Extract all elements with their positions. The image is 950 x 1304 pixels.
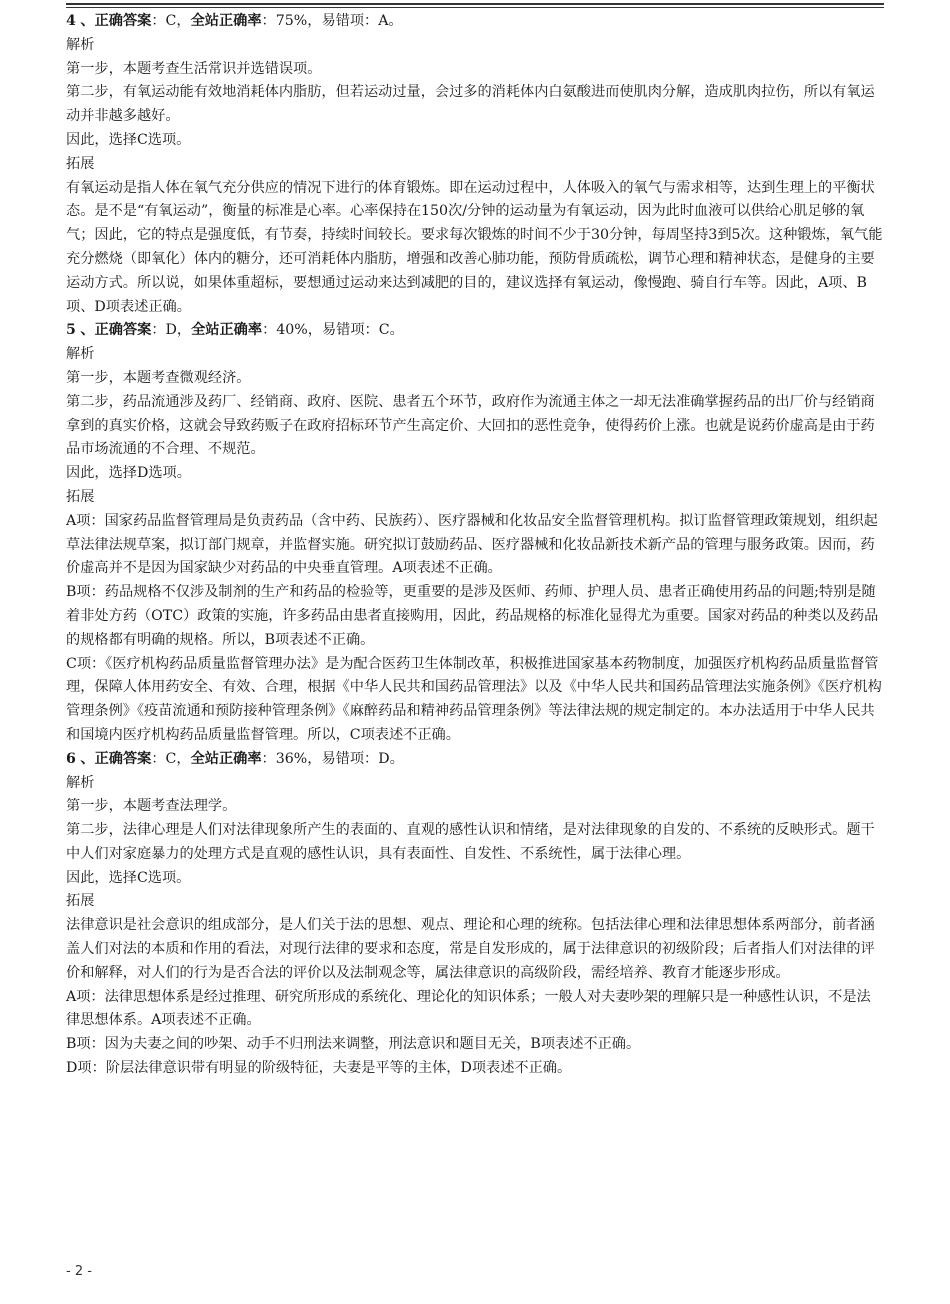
page-number: - 2 -: [66, 1264, 92, 1279]
step-two: 第二步，药品流通涉及药厂、经销商、政府、医院、患者五个环节，政府作为流通主体之一却无法准确掌握药品的出厂价与经销商拿到的真实价格，这就会导致药贩子在政府招标环节产生高定价、大回扣的恶性竞争，使得药价上涨。也就是说药价虚高是由于药品市场流通的不合理、不规范。: [66, 393, 875, 458]
analysis-heading: 解析: [66, 36, 95, 53]
step-one: 第一步，本题考查生活常识并选错误项。: [66, 60, 322, 77]
answer-label: 、正确答案: [80, 322, 152, 339]
analysis-heading: 解析: [66, 774, 95, 791]
extension-paragraph: 法律意识是社会意识的组成部分，是人们关于法的思想、观点、理论和心理的统称。包括法律心理和法律思想体系两部分，前者涵盖人们对法的本质和作用的看法，对现行法律的要求和态度，常是自发形成的，属于法律意识的初级阶段；后者指人们对法律的评价和解释，对人们的行为是否合法的评价以及法制观念等，属法律意识的高级阶段，需经培养、教育才能逐步形成。: [66, 917, 875, 981]
extension-paragraph: A项：国家药品监督管理局是负责药品（含中药、民族药）、医疗器械和化妆品安全监督管理机构。拟订监督管理政策规划，组织起草法律法规草案，拟订部门规章，并监督实施。研究拟订鼓励药品、医疗器械和化妆品新技术新产品的管理与服务政策。因而，药价虚高并不是因为国家缺少对药品的中央垂直管理。A项表述不正确。: [66, 512, 878, 577]
question-block-4: [66, 10, 884, 319]
question-number: 5: [66, 322, 76, 339]
answer-line: [66, 10, 884, 34]
extension-paragraph: B项：因为夫妻之间的吵架、动手不归刑法来调整，刑法意识和题目无关，B项表述不正确。: [66, 1036, 641, 1053]
extension-paragraph: 有氧运动是指人体在氧气充分供应的情况下进行的体育锻炼。即在运动过程中，人体吸入的氧气与需求相等，达到生理上的平衡状态。是不是“有氧运动”，衡量的标准是心率。心率保持在150次/分钟的运动量为有氧运动，因为此时血液可以供给心肌足够的氧气；因此，它的特点是强度低，有节奏，持续时间较长。要求每次锻炼的时间不少于30分钟，每周坚持3到5次。这种锻炼，氧气能充分燃烧（即氧化）体内的糖分，还可消耗体内脂肪，增强和改善心肺功能，预防骨质疏松，调节心理和精神状态，是健身的主要运动方式。所以说，如果体重超标，要想通过运动来达到减肥的目的，建议选择有氧运动，像慢跑、骑自行车等。因此，A项、B项、D项表述正确。: [66, 179, 883, 315]
rate-label: 全站正确率: [191, 322, 263, 339]
answer-value: ：C，: [151, 750, 191, 767]
step-one: 第一步，本题考查法理学。: [66, 798, 237, 815]
rate-label: 全站正确率: [190, 750, 262, 767]
extension-paragraph: C项：《医疗机构药品质量监督管理办法》是为配合医药卫生体制改革，积极推进国家基本药物制度，加强医疗机构药品质量监督管理，保障人体用药安全、有效、合理，根据《中华人民共和国药品管理法》以及《中华人民共和国药品管理法实施条例》《医疗机构管理条例》《疫苗流通和预防接种管理条例》《麻醉药品和精神药品管理条例》等法律法规的规定制定的。本办法适用于中华人民共和国境内医疗机构药品质量监督管理。所以，C项表述不正确。: [66, 655, 882, 743]
answer-line: [66, 319, 884, 343]
rate-value: ：75%，易错项：A。: [261, 13, 403, 29]
step-one: 第一步，本题考查微观经济。: [66, 369, 251, 386]
analysis-heading: 解析: [66, 346, 95, 363]
step-two: 第二步，法律心理是人们对法律现象所产生的表面的、直观的感性认识和情绪，是对法律现象的自发的、不系统的反映形式。题干中人们对家庭暴力的处理方式是直观的感性认识，具有表面性、自发性、不系统性，属于法律心理。: [66, 822, 875, 862]
answer-label: 、正确答案: [80, 750, 152, 767]
header-rule-thin: [66, 7, 884, 8]
question-number: 4: [66, 13, 76, 29]
answer-label: 、正确答案: [80, 13, 152, 29]
conclusion: 因此，选择D选项。: [66, 465, 191, 482]
extension-heading: 拓展: [66, 155, 95, 172]
answer-line: [66, 748, 884, 772]
conclusion: 因此，选择C选项。: [66, 131, 191, 148]
step-two: 第二步，有氧运动能有效地消耗体内脂肪，但若运动过量，会过多的消耗体内白氨酸进而使肌肉分解，造成肌肉拉伤，所以有氧运动并非越多越好。: [66, 84, 875, 125]
extension-paragraph: B项：药品规格不仅涉及制剂的生产和药品的检验等，更重要的是涉及医师、药师、护理人员、患者正确使用药品的问题;特别是随着非处方药（OTC）政策的实施，许多药品由患者直接购用，因此，药品规格的标准化显得尤为重要。国家对药品的种类以及药品的规格都有明确的规格。所以，B项表述不正确。: [66, 584, 879, 648]
extension-paragraph: D项：阶层法律意识带有明显的阶级特征，夫妻是平等的主体，D项表述不正确。: [66, 1060, 572, 1077]
extension-heading: 拓展: [66, 893, 95, 910]
header-rule: [66, 3, 884, 5]
answer-value: ：C，: [151, 13, 191, 29]
extension-paragraph: A项：法律思想体系是经过推理、研究所形成的系统化、理论化的知识体系；一般人对夫妻吵架的理解只是一种感性认识，不是法律思想体系。A项表述不正确。: [66, 988, 871, 1029]
rate-value: ：36%，易错项：D。: [261, 750, 404, 767]
rate-label: 全站正确率: [190, 13, 262, 29]
answer-value: ：D，: [151, 322, 192, 339]
extension-heading: 拓展: [66, 488, 95, 505]
question-block-6: [66, 748, 884, 1081]
question-number: 6: [66, 750, 76, 767]
rate-value: ：40%，易错项：C。: [262, 322, 404, 339]
question-block-5: [66, 319, 884, 747]
conclusion: 因此，选择C选项。: [66, 869, 191, 886]
document-body: [66, 10, 884, 1081]
